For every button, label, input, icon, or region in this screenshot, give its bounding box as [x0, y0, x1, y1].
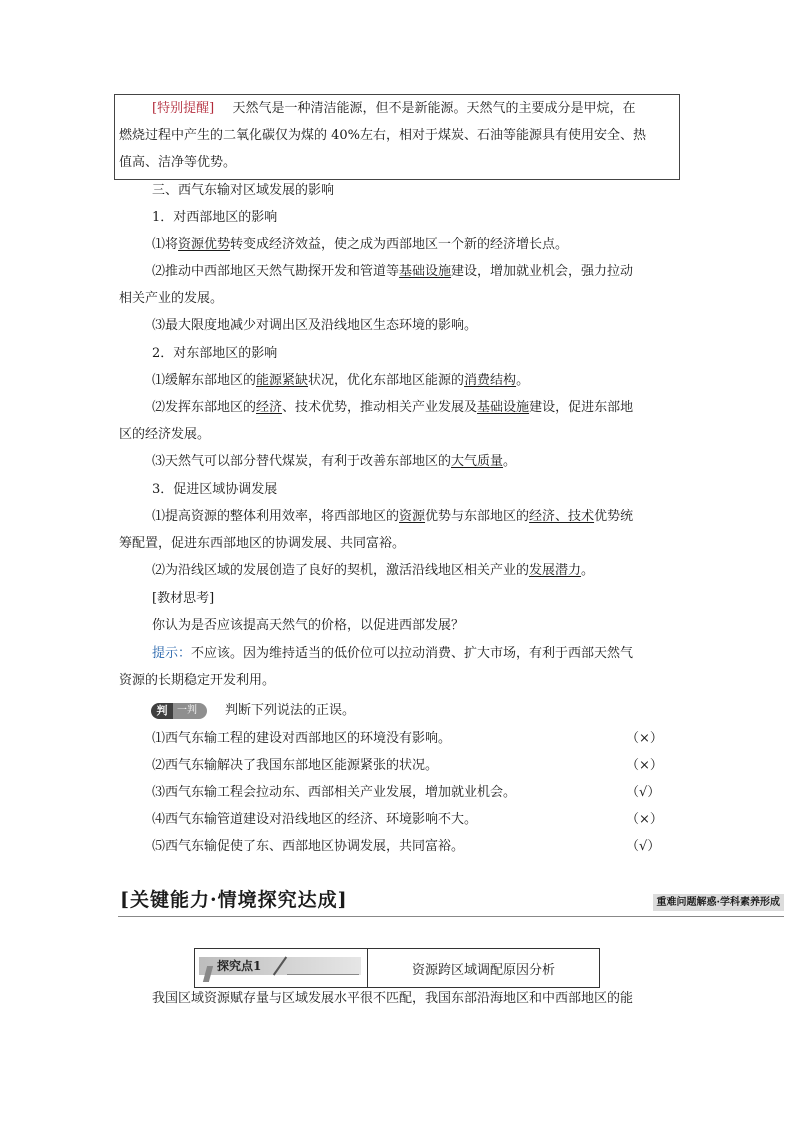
reminder-line-3: 值高、洁净等优势。 — [119, 155, 237, 170]
judge-item: ⑵西气东输解决了我国东部地区能源紧张的状况。 — [152, 758, 439, 773]
tab-underline — [287, 974, 359, 975]
judge-answer: （×） — [626, 731, 663, 746]
east-item-2: ⑵发挥东部地区的经济、技术优势，推动相关产业发展及基础设施建设，促进东部地 — [152, 400, 634, 415]
hint-line-2: 资源的长期稳定开发利用。 — [119, 673, 276, 688]
judge-badge-icon: 判 一判 — [151, 703, 207, 719]
subheading-west: 1．对西部地区的影响 — [152, 210, 278, 225]
west-item-2-cont: 相关产业的发展。 — [119, 291, 224, 306]
judge-answer: （×） — [626, 758, 663, 773]
reminder-text-1: 天然气是一种清洁能源，但不是新能源。天然气的主要成分是甲烷，在 — [232, 101, 636, 116]
keyword-underlined: 资源 — [399, 509, 426, 524]
explore-topic: 资源跨区域调配原因分析 — [411, 962, 555, 978]
west-item-1: ⑴将资源优势转变成经济效益，使之成为西部地区一个新的经济增长点。 — [152, 237, 569, 252]
keyword-underlined: 资源优势 — [178, 237, 231, 252]
keyword-underlined: 基础设施 — [399, 264, 452, 279]
reminder-line-1 — [152, 101, 635, 117]
reminder-tag: [特别提醒] — [152, 101, 215, 116]
east-item-1: ⑴缓解东部地区的能源紧缺状况，优化东部地区能源的消费结构。 — [152, 373, 530, 388]
judge-answer: （×） — [626, 812, 663, 827]
west-item-2: ⑵推动中西部地区天然气勘探开发和管道等基础设施建设，增加就业机会，强力拉动 — [152, 264, 634, 279]
judge-item: ⑴西气东输工程的建设对西部地区的环境没有影响。 — [152, 731, 452, 746]
subheading-coordination: 3．促进区域协调发展 — [152, 482, 278, 497]
keyword-underlined: 经济 — [256, 400, 283, 415]
judge-item: ⑷西气东输管道建设对沿线地区的经济、环境影响不大。 — [152, 812, 478, 827]
reminder-line-2: 燃烧过程中产生的二氧化碳仅为煤的 40%左右，相对于煤炭、石油等能源具有使用安全、热 — [119, 128, 647, 143]
tab-stripe-icon — [203, 966, 213, 982]
explore-label-cell — [195, 949, 368, 987]
textbook-think-label: [教材思考] — [152, 591, 215, 606]
explore-label: 探究点1 — [217, 959, 262, 973]
coord-item-1-cont: 筹配置，促进东西部地区的协调发展、共同富裕。 — [119, 536, 406, 551]
keyword-underlined: 发展潜力 — [529, 563, 582, 578]
keyword-underlined: 基础设施 — [477, 400, 530, 415]
explore-point-box — [194, 948, 600, 988]
closing-paragraph: 我国区域资源赋存量与区域发展水平很不匹配，我国东部沿海地区和中西部地区的能 — [152, 991, 634, 1006]
judge-answer: （√） — [626, 785, 661, 800]
hint-line-1: 提示：不应该。因为维持适当的低价位可以拉动消费、扩大市场，有利于西部天然气 — [152, 646, 634, 661]
east-item-2-cont: 区的经济发展。 — [119, 427, 211, 442]
judge-instruction: 判断下列说法的正误。 — [225, 703, 356, 718]
keyword-underlined: 能源紧缺 — [256, 373, 309, 388]
coord-item-2: ⑵为沿线区域的发展创造了良好的契机，激活沿线地区相关产业的发展潜力。 — [152, 563, 595, 578]
west-item-3: ⑶最大限度地减少对调出区及沿线地区生态环境的影响。 — [152, 318, 478, 333]
hint-label: 提示： — [152, 646, 192, 661]
keyword-underlined: 大气质量 — [451, 454, 504, 469]
judge-item: ⑶西气东输工程会拉动东、西部相关产业发展，增加就业机会。 — [152, 785, 517, 800]
subheading-east: 2．对东部地区的影响 — [152, 346, 278, 361]
banner-title: [关键能力·情境探究达成] — [120, 889, 348, 911]
keyword-underlined: 经济、技术 — [529, 509, 595, 524]
east-item-3: ⑶天然气可以部分替代煤炭，有利于改善东部地区的大气质量。 — [152, 454, 517, 469]
key-ability-banner — [118, 886, 784, 917]
banner-chip: 重难问题解惑·学科素养形成 — [653, 894, 784, 911]
section-heading: 三、西气东输对区域发展的影响 — [152, 183, 335, 198]
keyword-underlined: 消费结构 — [464, 373, 517, 388]
judge-answer: （√） — [626, 839, 661, 854]
judge-item: ⑸西气东输促使了东、西部地区协调发展，共同富裕。 — [152, 839, 465, 854]
textbook-think-question: 你认为是否应该提高天然气的价格，以促进西部发展？ — [152, 618, 465, 633]
coord-item-1: ⑴提高资源的整体利用效率，将西部地区的资源优势与东部地区的经济、技术优势统 — [152, 509, 634, 524]
